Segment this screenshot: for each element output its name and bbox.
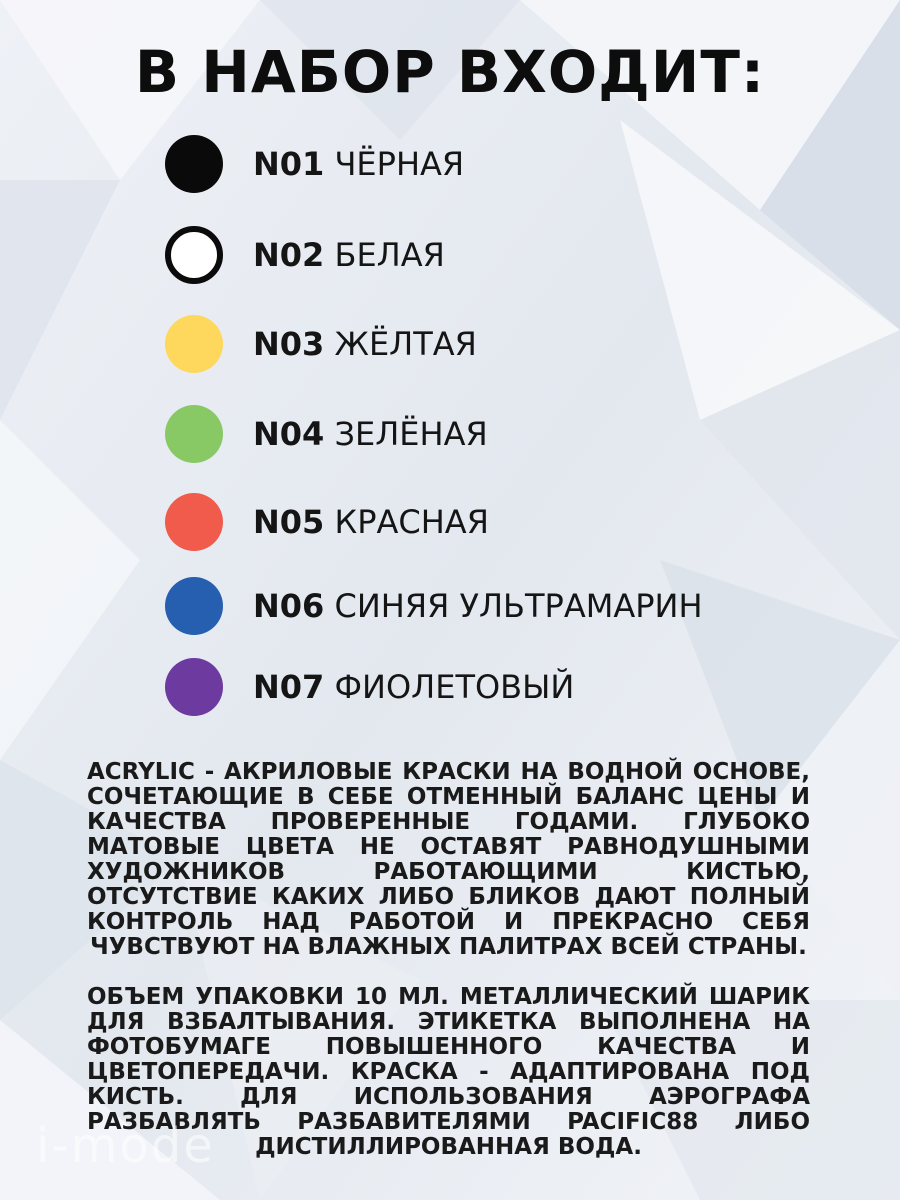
paint-name: ЧЁРНАЯ (334, 145, 465, 183)
paint-label (253, 145, 464, 183)
paint-label (253, 415, 488, 453)
paint-label (253, 668, 574, 706)
paint-name: СИНЯЯ УЛЬТРАМАРИН (334, 587, 703, 625)
yellow-swatch (165, 315, 223, 373)
product-description (87, 760, 810, 960)
paint-item-n03 (165, 313, 477, 375)
paint-label (253, 587, 703, 625)
paint-name: ЗЕЛЁНАЯ (334, 415, 488, 453)
paint-code: N04 (253, 415, 325, 453)
red-swatch (165, 493, 223, 551)
paint-name: БЕЛАЯ (334, 236, 445, 274)
violet-swatch (165, 658, 223, 716)
paint-name: ФИОЛЕТОВЫЙ (334, 668, 575, 706)
blue-swatch (165, 577, 223, 635)
paint-code: N02 (253, 236, 325, 274)
paint-name: КРАСНАЯ (334, 503, 489, 541)
page-title: В НАБОР ВХОДИТ: (134, 38, 766, 106)
paint-item-n04 (165, 403, 488, 465)
paint-code: N05 (253, 503, 325, 541)
brand-name: ACRYLIC (87, 759, 195, 785)
paint-code: N07 (253, 668, 325, 706)
paint-code: N06 (253, 587, 325, 625)
product-details: ОБЪЕМ УПАКОВКИ 10 МЛ. МЕТАЛЛИЧЕСКИЙ ШАРИК ДЛЯ ВЗБАЛТЫВАНИЯ. ЭТИКЕТКА ВЫПОЛНЕНА НА ФОТОБУМАГЕ ПОВЫШЕННОГО КАЧЕСТВА И ЦВЕТОПЕРЕДАЧИ. КРАСКА - АДАПТИРОВАНА ПОД КИСТЬ. ДЛЯ ИСПОЛЬЗОВАНИЯ АЭРОГРАФА РАЗБАВЛЯТЬ РАЗБАВИТЕЛЯМИ PACIFIC88 ЛИБО ДИСТИЛЛИРОВАННАЯ ВОДА. (87, 984, 810, 1160)
paint-name: ЖЁЛТАЯ (334, 325, 477, 363)
watermark: i-mode (36, 1118, 215, 1174)
paint-item-n02 (165, 224, 445, 286)
paint-label (253, 325, 477, 363)
paint-item-n05 (165, 491, 489, 553)
white-swatch (165, 226, 223, 284)
paint-label (253, 236, 445, 274)
paint-item-n07 (165, 656, 574, 718)
black-swatch (165, 135, 223, 193)
green-swatch (165, 405, 223, 463)
paint-code: N01 (253, 145, 325, 183)
paint-label (253, 503, 489, 541)
paint-item-n06 (165, 575, 703, 637)
description-text: - АКРИЛОВЫЕ КРАСКИ НА ВОДНОЙ ОСНОВЕ, СОЧЕТАЮЩИЕ В СЕБЕ ОТМЕННЫЙ БАЛАНС ЦЕНЫ И КАЧЕСТВА ПРОВЕРЕННЫЕ ГОДАМИ. ГЛУБОКО МАТОВЫЕ ЦВЕТА НЕ ОСТАВЯТ РАВНОДУШНЫМИ ХУДОЖНИКОВ РАБОТАЮЩИМИ КИСТЬЮ, ОТСУТСТВИЕ КАКИХ ЛИБО БЛИКОВ ДАЮТ ПОЛНЫЙ КОНТРОЛЬ НАД РАБОТОЙ И ПРЕКРАСНО СЕБЯ ЧУВСТВУЮТ НА ВЛАЖНЫХ ПАЛИТРАХ ВСЕЙ СТРАНЫ. (87, 759, 810, 960)
paint-code: N03 (253, 325, 325, 363)
paint-item-n01 (165, 133, 464, 195)
